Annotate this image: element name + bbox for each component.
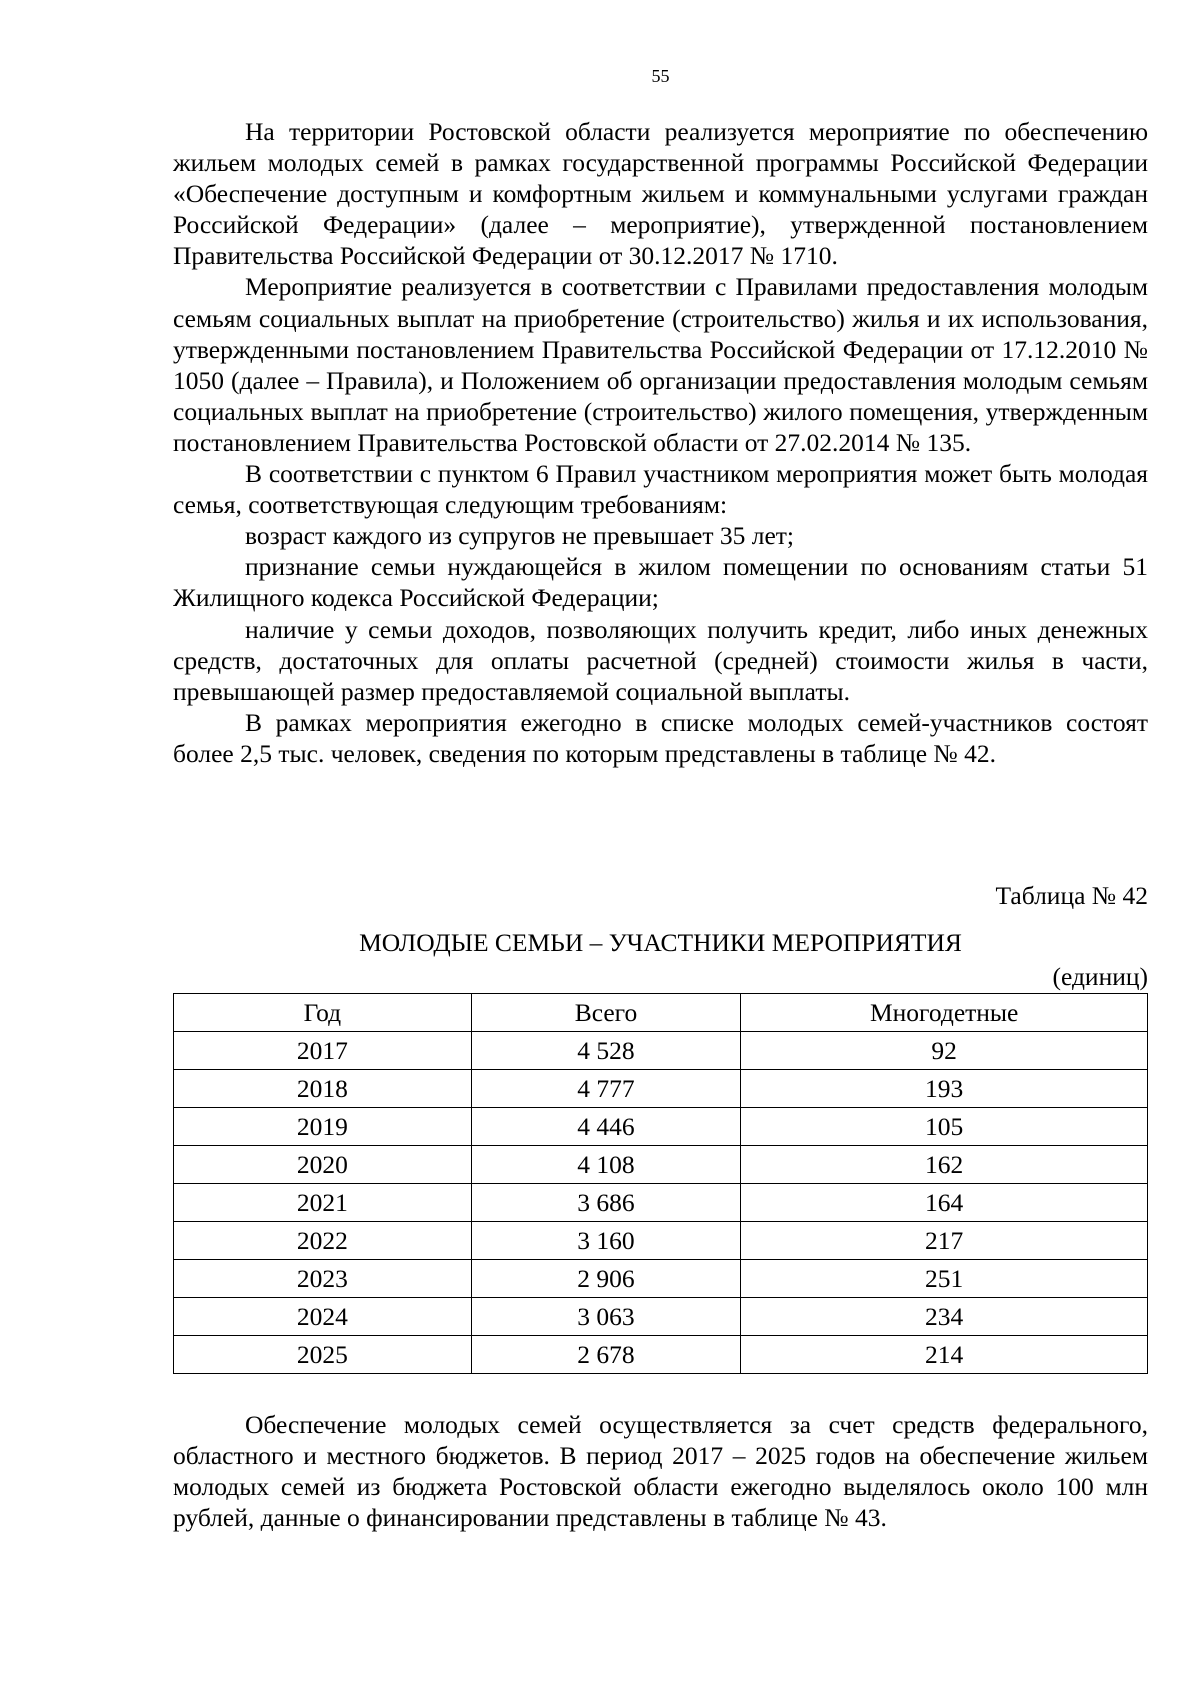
cell-year: 2025 xyxy=(174,1336,472,1374)
header-total: Всего xyxy=(471,994,741,1032)
cell-large-families: 217 xyxy=(741,1222,1148,1260)
table-units: (единиц) xyxy=(1052,962,1148,991)
cell-year: 2022 xyxy=(174,1222,472,1260)
header-large-families: Многодетные xyxy=(741,994,1148,1032)
cell-year: 2017 xyxy=(174,1032,472,1070)
cell-year: 2024 xyxy=(174,1298,472,1336)
table-row xyxy=(174,1146,1148,1184)
paragraph: В рамках мероприятия ежегодно в списке молодых семей-участников состоят более 2,5 тыс. человек, сведения по которым представлены в таблице № 42. xyxy=(173,707,1148,768)
paragraph: На территории Ростовской области реализуется мероприятие по обеспечению жильем молодых семей в рамках государственной программы Российской Федерации «Обеспечение доступным и комфортным жильем и коммунальными услугами граждан Российской Федерации» (далее – мероприятие), утвержденной постановлением Правительства Российской Федерации от 30.12.2017 № 1710. xyxy=(173,117,1148,271)
table-header-row xyxy=(174,994,1148,1032)
cell-total: 4 528 xyxy=(471,1032,741,1070)
cell-large-families: 193 xyxy=(741,1070,1148,1108)
table-row xyxy=(174,1070,1148,1108)
cell-total: 3 160 xyxy=(471,1222,741,1260)
cell-total: 2 906 xyxy=(471,1260,741,1298)
cell-total: 4 446 xyxy=(471,1108,741,1146)
data-table xyxy=(173,993,1148,1374)
paragraph: наличие у семьи доходов, позволяющих получить кредит, либо иных денежных средств, достаточных для оплаты расчетной (средней) стоимости жилья в части, превышающей размер предоставляемой социальной выплаты. xyxy=(173,614,1148,706)
paragraph: В соответствии с пунктом 6 Правил участником мероприятия может быть молодая семья, соответствующая следующим требованиям: xyxy=(173,459,1148,520)
cell-year: 2021 xyxy=(174,1184,472,1222)
cell-large-families: 105 xyxy=(741,1108,1148,1146)
table-row xyxy=(174,1260,1148,1298)
cell-total: 4 777 xyxy=(471,1070,741,1108)
page-number: 55 xyxy=(651,66,670,86)
cell-total: 2 678 xyxy=(471,1336,741,1374)
cell-year: 2020 xyxy=(174,1146,472,1184)
table-title: МОЛОДЫЕ СЕМЬИ – УЧАСТНИКИ МЕРОПРИЯТИЯ xyxy=(359,928,962,957)
header-year: Год xyxy=(174,994,472,1032)
cell-year: 2018 xyxy=(174,1070,472,1108)
table-row xyxy=(174,1222,1148,1260)
cell-large-families: 234 xyxy=(741,1298,1148,1336)
table-row xyxy=(174,1184,1148,1222)
table-caption: Таблица № 42 xyxy=(995,881,1148,910)
cell-large-families: 164 xyxy=(741,1184,1148,1222)
cell-large-families: 162 xyxy=(741,1146,1148,1184)
paragraph: Обеспечение молодых семей осуществляется за счет средств федерального, областного и местного бюджетов. В период 2017 – 2025 годов на обеспечение жильем молодых семей из бюджета Ростовской области ежегодно выделялось около 100 млн рублей, данные о финансировании представлены в таблице № 43. xyxy=(173,1410,1148,1533)
cell-large-families: 92 xyxy=(741,1032,1148,1070)
table-row xyxy=(174,1032,1148,1070)
cell-total: 3 686 xyxy=(471,1184,741,1222)
paragraph: признание семьи нуждающейся в жилом помещении по основаниям статьи 51 Жилищного кодекса Российской Федерации; xyxy=(173,552,1148,613)
paragraph: Мероприятие реализуется в соответствии с Правилами предоставления молодым семьям социальных выплат на приобретение (строительство) жилья и их использования, утвержденными постановлением Правительства Российской Федерации от 17.12.2010 № 1050 (далее – Правила), и Положением об организации предоставления молодым семьям социальных выплат на приобретение (строительство) жилого помещения, утвержденным постановлением Правительства Ростовской области от 27.02.2014 № 135. xyxy=(173,272,1148,457)
table-row xyxy=(174,1108,1148,1146)
cell-year: 2019 xyxy=(174,1108,472,1146)
cell-large-families: 214 xyxy=(741,1336,1148,1374)
cell-large-families: 251 xyxy=(741,1260,1148,1298)
closing-text xyxy=(173,1409,1148,1533)
cell-year: 2023 xyxy=(174,1260,472,1298)
table-row xyxy=(174,1336,1148,1374)
paragraph: возраст каждого из супругов не превышает 35 лет; xyxy=(245,521,794,551)
cell-total: 4 108 xyxy=(471,1146,741,1184)
table-row xyxy=(174,1298,1148,1336)
body-text xyxy=(173,116,1148,769)
cell-total: 3 063 xyxy=(471,1298,741,1336)
